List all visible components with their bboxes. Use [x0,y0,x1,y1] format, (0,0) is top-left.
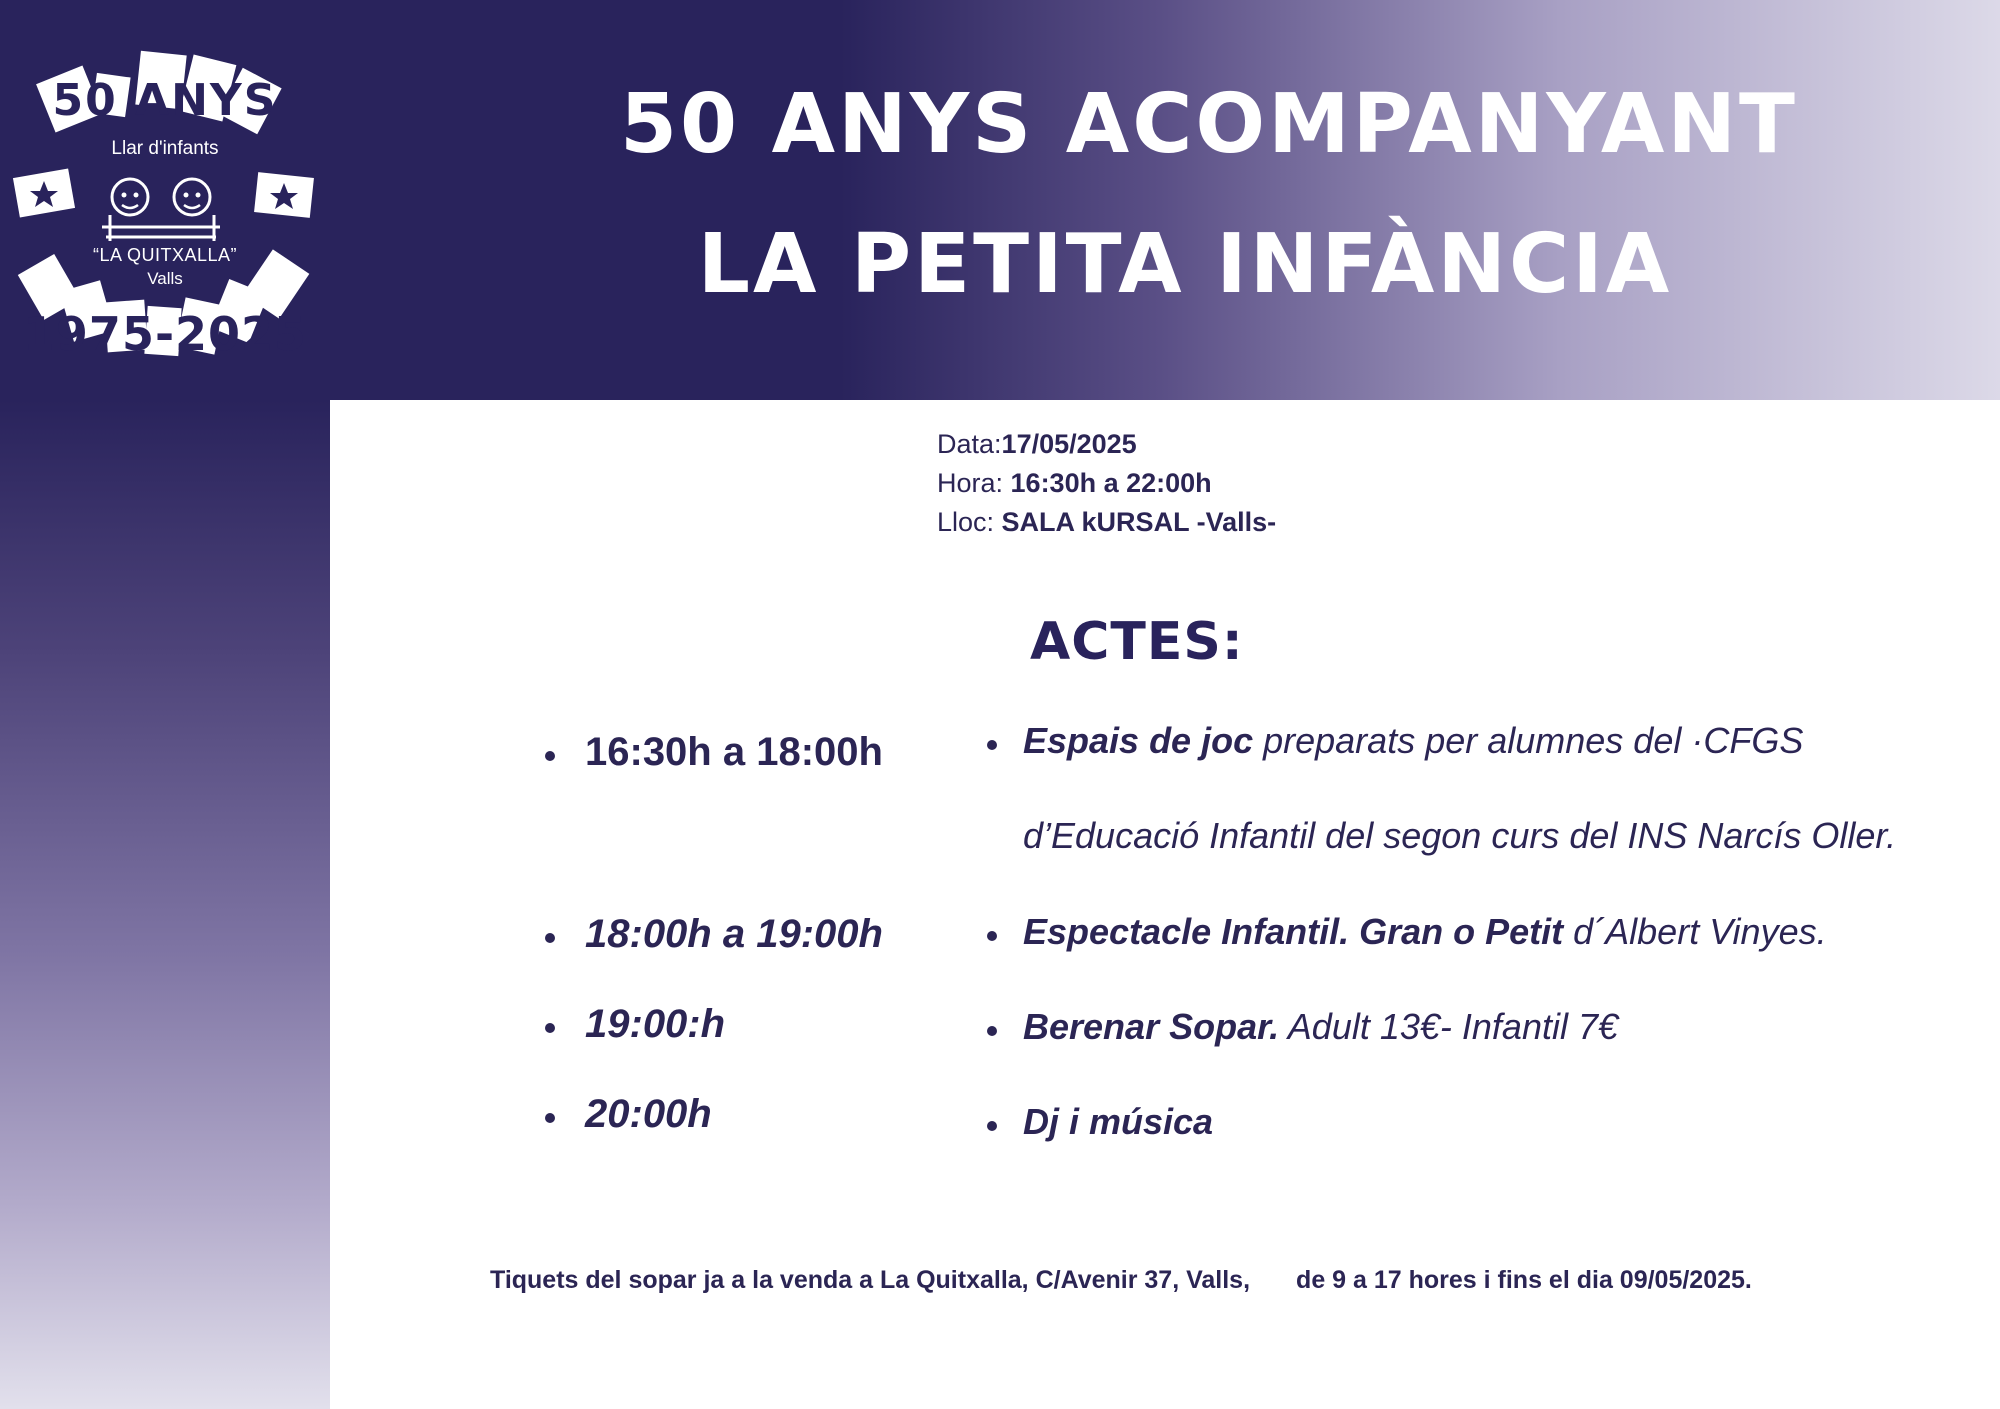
event-info [937,425,1537,542]
schedule-item-text: d’Educació Infantil del segon curs del INS Narcís Oller. [1023,815,1897,856]
logo-years-bottom: 1975-2025 [22,307,308,361]
footer-part-2: de 9 a 17 hores i fins el dia 09/05/2025. [1296,1266,1752,1294]
schedule-time: 16:30h a 18:00h [585,730,883,774]
content-panel [330,400,2000,1409]
place-value: SALA kURSAL -Valls- [1001,507,1277,537]
bullet-icon [545,1023,555,1033]
schedule-item [1023,1006,1618,1048]
info-date [937,425,1537,464]
date-value: 17/05/2025 [1001,429,1137,459]
bullet-icon [987,931,997,941]
schedule-item [1023,1101,1213,1143]
place-label: Lloc: [937,507,1002,537]
date-label: Data: [937,429,1002,459]
schedule-time: 20:00h [585,1092,712,1136]
bullet-icon [987,1026,997,1036]
side-band [0,400,330,1409]
schedule-item-strong: Dj i música [1023,1101,1214,1142]
logo-town: Valls [147,269,183,288]
bullet-icon [545,1113,555,1123]
schedule-time: 18:00h a 19:00h [585,912,883,956]
schedule-item-text: Adult 13€- Infantil 7€ [1279,1006,1619,1047]
logo [10,45,320,375]
actes-heading: ACTES: [1030,612,1244,672]
schedule-item [1023,911,1827,953]
logo-name: “LA QUITXALLA” [92,245,238,265]
info-time [937,464,1537,503]
logo-subtitle: Llar d'infants [111,138,219,159]
schedule-item-strong: Berenar Sopar. [1023,1006,1280,1047]
schedule-item-continued [1023,815,1896,857]
schedule-item-strong: Espectacle Infantil. Gran o Petit [1023,911,1564,952]
footer-part-1: Tiquets del sopar ja a la venda a La Quitxalla, C/Avenir 37, Valls, [490,1266,1251,1294]
schedule-item-text: d´Albert Vinyes. [1563,911,1827,952]
info-place [937,503,1537,542]
bullet-icon [987,740,997,750]
bullet-icon [545,751,555,761]
schedule-item-strong: Espais de joc [1023,720,1254,761]
bullet-icon [987,1121,997,1131]
schedule-item [1023,720,1803,762]
title-line-2: LA PETITA INFÀNCIA [697,217,1673,312]
bullet-icon [545,933,555,943]
time-label: Hora: [937,468,1011,498]
time-value: 16:30h a 22:00h [1010,468,1212,498]
logo-years-top: 50 ANYS [52,75,278,126]
title-line-1: 50 ANYS ACOMPANYANT [620,77,1798,172]
schedule-item-text: preparats per alumnes del ·CFGS [1253,720,1804,761]
schedule-time: 19:00:h [585,1002,726,1046]
page-title [620,55,1798,335]
footer-note [490,1266,1752,1295]
